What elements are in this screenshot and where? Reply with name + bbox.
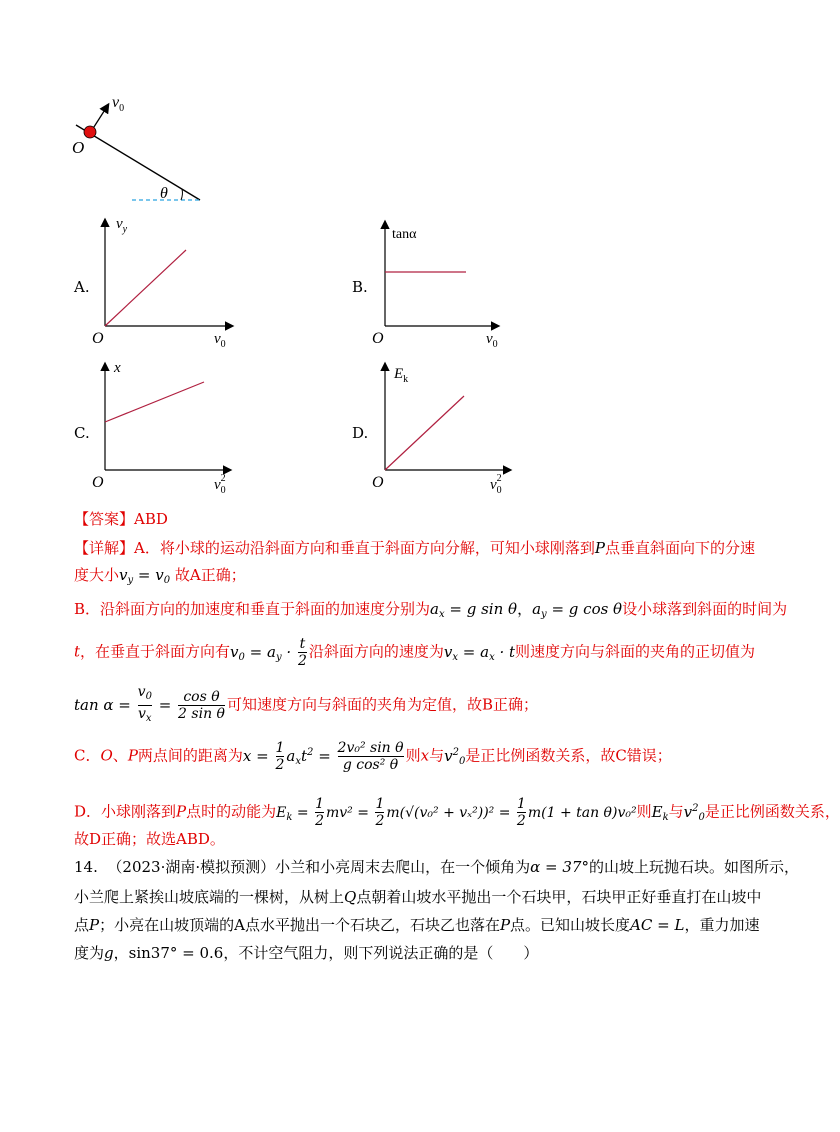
point-p: P [594, 539, 605, 557]
origin-label: O [72, 138, 85, 157]
equation: AC = L [630, 916, 685, 934]
detail-b-line-1 [74, 598, 787, 626]
velocity-label: $v_0$ [112, 94, 125, 114]
question-line-3 [74, 914, 759, 936]
y-axis-label: $v_y$ [116, 216, 128, 235]
detail-text: 则速度方向与斜面的夹角的正切值为 [515, 642, 756, 661]
question-line-2 [74, 886, 761, 908]
origin-label: O [92, 330, 104, 347]
detail-text: A．将小球的运动沿斜面方向和垂直于斜面方向分解，可知小球刚落到 [134, 539, 595, 557]
var-ek: $E_k$ [651, 802, 669, 823]
detail-text: 设小球落到斜面的时间为 [622, 600, 788, 618]
data-line [385, 396, 464, 470]
point-o: O [100, 746, 113, 765]
comma: ， [517, 600, 533, 618]
point-p: P [176, 802, 187, 821]
question-line-1 [74, 856, 799, 878]
question-number: 14. [74, 858, 98, 876]
x-axis-label: $v^2$ 0 [490, 473, 502, 496]
equation: tan α = $\frac{v_0}{v_x}$ = $\frac{\text{cos θ}}{\text{2 sin θ}}$ [74, 684, 225, 724]
question-text: ；小亮在山坡顶端的A点水平抛出一个石块乙，石块乙也落在 [99, 916, 500, 934]
equation: α = 37° [530, 858, 589, 876]
answer-value: ABD [134, 510, 168, 528]
var-v0-sq: $v^2_0$ [444, 746, 466, 767]
detail-text: 点时的动能为 [186, 802, 277, 821]
angle-arc [181, 189, 182, 200]
origin-label: O [372, 330, 384, 347]
option-a-label: A. [74, 278, 90, 296]
ball [84, 126, 96, 138]
question-text: 小兰爬上紧挨山坡底端的一棵树，从树上 [74, 888, 345, 906]
detail-text: B．沿斜面方向的加速度和垂直于斜面的加速度分别为 [74, 600, 431, 618]
question-text: 小兰和小亮周末去爬山，在一个倾角为 [275, 858, 531, 876]
detail-text: 可知速度方向与斜面的夹角为定值，故B正确； [226, 695, 538, 714]
detail-text: ，在垂直于斜面方向有 [80, 642, 231, 661]
detail-d-line-1 [74, 796, 840, 829]
time-t: t [74, 642, 81, 661]
origin-label: O [372, 474, 384, 491]
question-text: ， [113, 944, 129, 962]
detail-text: 度大小 [74, 566, 120, 584]
detail-a-line-1 [74, 537, 755, 559]
option-a-graph [90, 210, 250, 350]
equation: $E_k$ = $\frac{1}{2}$ mv² = $\frac{1}{2}$ m(√(v₀² + vₓ²))² = $\frac{1}{2}$ m(1 + tan θ)v₀² [276, 796, 637, 829]
question-line-4 [74, 942, 538, 964]
detail-a-line-2 [74, 564, 246, 592]
question-text: 的山坡上玩抛石块。如图所示， [588, 858, 799, 876]
point-q: Q [344, 888, 357, 906]
question-text: 点 [74, 916, 90, 934]
origin-label: O [92, 474, 104, 491]
detail-text: 故A正确； [174, 566, 246, 584]
option-c-label: C. [74, 424, 90, 442]
equation: x = $\frac{1}{2}$ $a_xt^2$ = $\frac{\text{2v₀² sin θ}}{\text{g cos² θ}}$ [242, 740, 404, 773]
data-line [105, 250, 186, 326]
detail-b-line-2 [74, 636, 755, 669]
question-source: （2023·湖南·模拟预测） [107, 858, 276, 876]
y-axis-label: $E_k$ [394, 366, 409, 385]
equation: $v_y = v_0$ [119, 566, 171, 586]
question-text: ，重力加速 [684, 916, 760, 934]
detail-text: D．小球刚落到 [74, 802, 177, 821]
detail-tag: 【详解】 [74, 539, 135, 557]
detail-text: 是正比例函数关系， [704, 802, 840, 821]
point-p: P [89, 916, 100, 934]
point-p: P [499, 916, 511, 934]
question-text: 点朝着山坡水平抛出一个石块甲，石块甲正好垂直打在山坡中 [356, 888, 762, 906]
point-p: P [127, 746, 138, 765]
detail-b-line-3 [74, 684, 538, 727]
equation: $v_0 = a_y$ · $\frac{t}{2}$ [230, 636, 307, 669]
detail-c-line [74, 740, 672, 773]
var-g: g [104, 944, 114, 962]
separator: 、 [112, 746, 128, 765]
option-c-graph [90, 354, 250, 499]
angle-label: θ [160, 185, 168, 202]
var-v0-sq: $v^2_0$ [683, 802, 705, 823]
equation: $a_y = g$ cos θ [532, 600, 623, 620]
detail-text: 是正比例函数关系，故C错误； [465, 746, 672, 765]
detail-text: C． [74, 746, 101, 765]
data-line [105, 382, 204, 422]
y-axis-label: tanα [392, 227, 417, 242]
option-b-graph [370, 210, 530, 350]
answer-tag: 【答案】 [74, 510, 135, 528]
detail-d-line-2 [74, 828, 225, 850]
option-b-label: B. [352, 278, 368, 296]
x-axis-label: $v_0$ [486, 331, 498, 350]
incline-figure [60, 85, 230, 210]
option-d-graph [370, 354, 530, 499]
question-text: 点。已知山坡长度 [510, 916, 631, 934]
detail-text: 与 [429, 746, 445, 765]
equation: $v_x = a_x \cdot t$ [443, 642, 516, 663]
detail-text: 沿斜面方向的速度为 [308, 642, 444, 661]
option-d-label: D. [352, 424, 369, 442]
equation: sin37° = 0.6 [128, 944, 224, 962]
y-axis-label: x [114, 360, 121, 376]
detail-text: 两点间的距离为 [137, 746, 243, 765]
detail-text: 点垂直斜面向下的分速 [604, 539, 755, 557]
detail-text: 则 [405, 746, 421, 765]
velocity-arrow [92, 105, 108, 130]
question-text: ，不计空气阻力，则下列说法正确的是（ ） [223, 944, 539, 962]
detail-text: 故D正确；故选ABD。 [74, 830, 225, 848]
answer-line [74, 508, 168, 530]
x-axis-label: $v_0$ [214, 331, 226, 350]
detail-text: 与 [668, 802, 684, 821]
equation: $a_x = g$ sin θ [430, 600, 518, 620]
detail-text: 则 [636, 802, 652, 821]
x-axis-label: $v^2$ 0 [214, 473, 226, 496]
question-text: 度为 [74, 944, 105, 962]
var-x: x [420, 746, 430, 765]
